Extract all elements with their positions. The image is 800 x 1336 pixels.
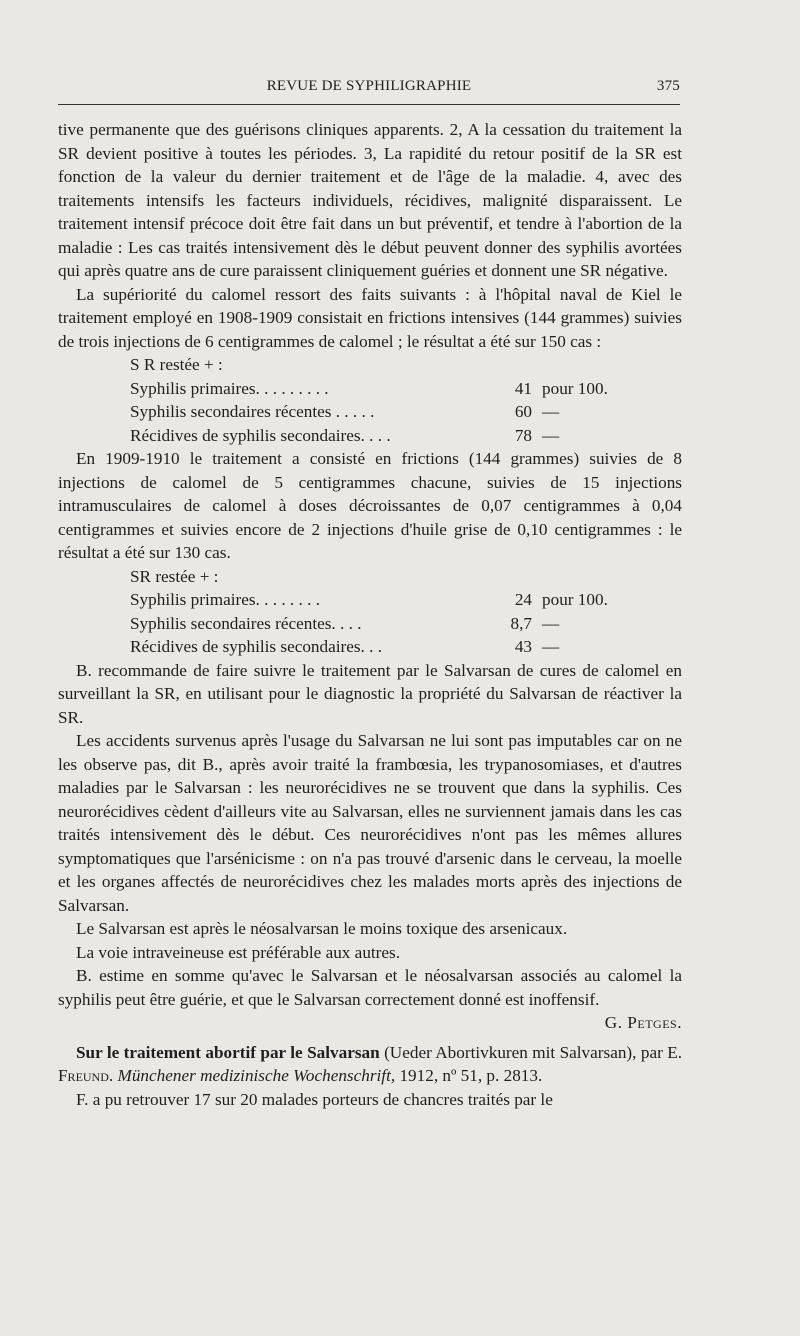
table-row [130,588,682,612]
section-title: Sur le traitement abortif par le Salvarsan [76,1042,380,1062]
row-value: 24 [514,590,532,609]
section-author: Freund. [58,1066,114,1085]
row-unit: pour 100. [542,590,608,609]
table-1-head: S R restée + : [130,355,223,374]
body-text [58,118,682,1111]
paragraph-4: B. recommande de faire suivre le traitement par le Salvarsan de cures de calomel en surveillant la SR, en utilisant pour le diagnostic la propriété du Salvarsan de réactiver la SR. [58,660,682,727]
row-unit: pour 100. [542,378,608,398]
page-number: 375 [656,78,680,94]
results-table-2 [58,565,682,659]
paragraph-7: La voie intraveineuse est préférable aux autres. [76,942,401,962]
paragraph-1: tive permanente que des guérisons cliniques apparents. 2, A la cessation du traitement la SR devient positive à toutes les périodes. 3, La rapidité du retour positif de la SR est fonction de la valeur du dernier traitement et de l'âge de la maladie. 4, avec des traitements intensifs les facteurs individuels, récidives, malignité disparaissent. Le traitement intensif précoce doit être fait dans un but préventif, et tendre à l'abortion de la maladie : Les cas traités intensivement dès le début peuvent donner des syphilis avortées qui après quatre ans de cure paraissent cliniquement guéries et donnent une SR négative. [58,120,682,280]
section-rest-1: (Ueder Abortivkuren mit Salvarsan), par E. [379,1042,682,1062]
table-row [130,612,682,636]
row-label: Syphilis secondaires récentes. . . . [130,613,362,633]
row-value: 43 [514,637,532,656]
row-label: Syphilis primaires. . . . . . . . [130,590,321,609]
paragraph-6: Le Salvarsan est après le néosalvarsan le moins toxique des arsenicaux. [76,919,568,938]
section-rest-2: 1912, nº 51, p. 2813. [395,1066,543,1085]
table-row [130,635,682,659]
header-rule [58,104,680,105]
row-label: Récidives de syphilis secondaires. . . . [130,425,391,445]
table-row [130,377,682,401]
row-unit: — [542,637,560,656]
row-value: 60 [514,402,532,421]
paragraph-8: B. estime en somme qu'avec le Salvarsan et le néosalvarsan associés au calomel la syphilis peut être guérie, et que le Salvarsan correctement donné est inoffensif. [58,966,682,1009]
row-unit: — [542,425,560,445]
row-value: 78 [514,425,532,445]
running-title: REVUE DE SYPHILIGRAPHIE [266,78,472,94]
section-reference [58,1041,682,1088]
row-unit: — [542,402,560,421]
paragraph-5: Les accidents survenus après l'usage du Salvarsan ne lui sont pas imputables car on ne les observe pas, dit B., après avoir traité la frambœsia, les trypanosomiases, et d'autres maladies par le Salvarsan : les neurorécidives ne se trouvent que dans la syphilis. Ces neurorécidives cèdent d'ailleurs vite au Salvarsan, elles ne surviennent jamais dans les cas traités intensivement dès le début. Ces neurorécidives n'ont pas les mêmes allures symptomatiques que l'arsénicisme : on n'a pas trouvé d'arsenic dans le cerveau, la moelle et les organes affectés de neurorécidives chez les malades morts après des injections de Salvarsan. [58,731,682,915]
table-2-head: SR restée + : [130,566,219,586]
paragraph-3: En 1909-1910 le traitement a consisté en frictions (144 grammes) suivies de 8 injections de calomel de 5 centigrammes chacune, suivies de 15 injections intramusculaires de calomel à doses décroissantes de 0,07 centigrammes à 0,04 centigrammes et suivies encore de 2 injections d'huile grise de 0,10 centigrammes : le résultat a été sur 130 cas. [58,449,682,562]
row-value: 8,7 [510,613,532,633]
row-value: 41 [514,378,532,398]
row-label: Syphilis secondaires récentes . . . . . [130,402,375,421]
row-label: Syphilis primaires. . . . . . . . . [130,378,329,398]
section-journal: Münchener medizinische Wochenschrift, [113,1066,396,1085]
table-row [130,400,682,424]
signature-text: G. Petges. [604,1013,682,1032]
row-label: Récidives de syphilis secondaires. . . [130,637,383,656]
page-header [58,78,680,100]
paragraph-2: La supériorité du calomel ressort des faits suivants : à l'hôpital naval de Kiel le traitement employé en 1908-1909 consistait en frictions intensives (144 grammes) suivies de trois injections de 6 centigrammes de calomel ; le résultat a été sur 150 cas : [58,284,682,351]
results-table-1 [58,353,682,447]
row-unit: — [542,613,560,633]
author-signature [58,1011,682,1035]
table-row [130,424,682,448]
paragraph-9: F. a pu retrouver 17 sur 20 malades porteurs de chancres traités par le [76,1089,553,1109]
